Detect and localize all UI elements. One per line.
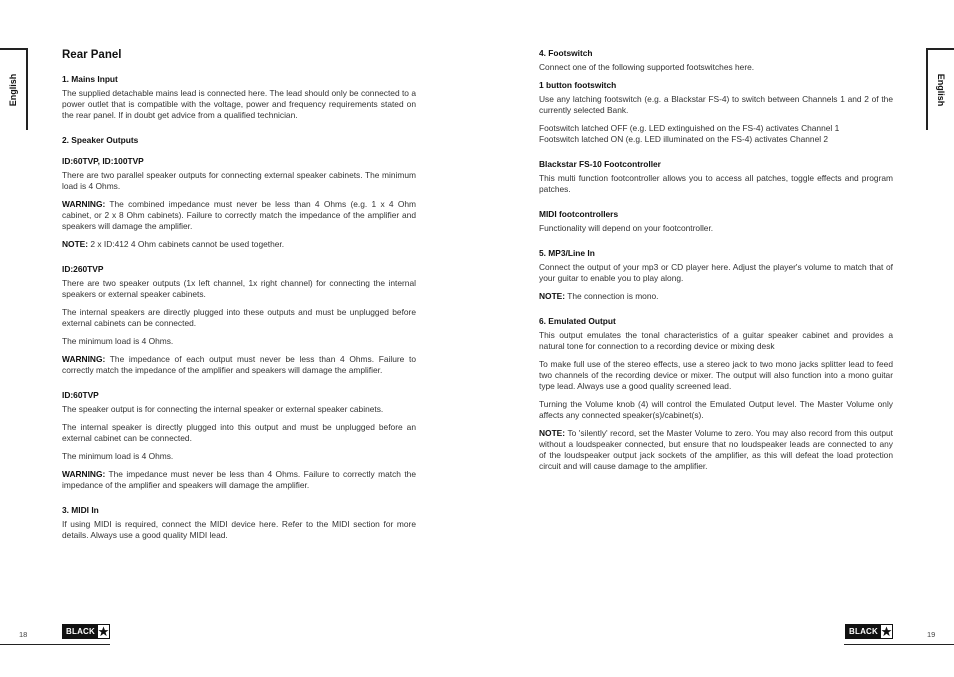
section-heading-mains: 1. Mains Input [62, 74, 118, 84]
star-icon [98, 625, 109, 638]
subheading-60tvp: ID:60TVP [62, 390, 99, 400]
mp3-note: NOTE: The connection is mono. [539, 291, 659, 301]
right-column [539, 48, 893, 472]
speaker-sub2-text2: The internal speakers are directly plugged into these outputs and must be unplugged before external cabinets can be connected. [62, 307, 416, 328]
section-heading-footswitch: 4. Footswitch [539, 48, 593, 58]
section-heading-emulated: 6. Emulated Output [539, 316, 616, 326]
blackstar-logo [845, 624, 893, 639]
warning-label: WARNING: [62, 199, 106, 209]
logo-text: BLACK [63, 625, 98, 638]
midi-in-text: If using MIDI is required, connect the MIDI device here. Refer to the MIDI section for more details. Always use a good quality MIDI lead. [62, 519, 416, 540]
section-heading-speaker: 2. Speaker Outputs [62, 135, 139, 145]
language-tab-label: English [8, 73, 18, 107]
note-label: NOTE: [62, 239, 89, 249]
speaker-sub1-note: NOTE: 2 x ID:412 4 Ohm cabinets cannot be used together. [62, 239, 285, 249]
footer-rule-right [844, 644, 954, 645]
page-title: Rear Panel [62, 49, 122, 61]
language-tab-right [926, 48, 954, 130]
language-tab-left [0, 48, 28, 130]
subheading-60-100tvp: ID:60TVP, ID:100TVP [62, 156, 144, 166]
emulated-note: NOTE: To 'silently' record, set the Master Volume to zero. You may also record from this output without a loudspeaker connected, but ensure that no loudspeaker leads are connected to any of the loudspeaker output jack sockets of the amplifier, as this will defeat the load protection circuit and will cause damage to the amplifier. [539, 428, 893, 471]
latched-on-text: Footswitch latched ON (e.g. LED illuminated on the FS-4) activates Channel 2 [539, 134, 829, 144]
fs10-text: This multi function footcontroller allows you to access all patches, toggle effects and program patches. [539, 173, 893, 194]
speaker-sub3-text3: The minimum load is 4 Ohms. [62, 451, 174, 461]
mains-text: The supplied detachable mains lead is connected here. The lead should only be connected to a power outlet that is compatible with the voltage, power and frequency requirements stated on the rear panel. If in doubt get advice from a qualified technician. [62, 88, 416, 120]
subheading-midi-footcontrollers: MIDI footcontrollers [539, 209, 619, 219]
blackstar-logo [62, 624, 110, 639]
note-label: NOTE: [539, 291, 566, 301]
star-icon [881, 625, 892, 638]
speaker-sub1-text: There are two parallel speaker outputs for connecting external speaker cabinets. The minimum load is 4 Ohms. [62, 170, 416, 191]
emulated-text1: This output emulates the tonal characteristics of a guitar speaker cabinet and provides a natural tone for connection to a recording device or mixing desk [539, 330, 893, 351]
page-number-right: 19 [927, 630, 936, 639]
speaker-sub3-text2: The internal speaker is directly plugged into this output and must be unplugged before an external cabinet can be connected. [62, 422, 416, 443]
subheading-fs10: Blackstar FS-10 Footcontroller [539, 159, 661, 169]
logo-text: BLACK [846, 625, 881, 638]
latched-off-text: Footswitch latched OFF (e.g. LED extinguished on the FS-4) activates Channel 1 [539, 123, 840, 133]
language-tab-label: English [936, 73, 946, 107]
warning-label: WARNING: [62, 469, 106, 479]
speaker-sub2-text1: There are two speaker outputs (1x left channel, 1x right channel) for connecting the internal speakers or external speaker cabinets. [62, 278, 416, 299]
mp3-text: Connect the output of your mp3 or CD player here. Adjust the player's volume to match that of your guitar to enable you to play along. [539, 262, 893, 283]
subheading-1-button: 1 button footswitch [539, 80, 617, 90]
warning-label: WARNING: [62, 354, 106, 364]
subheading-260tvp: ID:260TVP [62, 264, 104, 274]
note-label: NOTE: [539, 428, 566, 438]
speaker-sub2-text3: The minimum load is 4 Ohms. [62, 336, 174, 346]
speaker-sub2-warning: WARNING: The impedance of each output must never be less than 4 Ohms. Failure to correctly match the impedance of the amplifier and speakers will damage the amplifier. [62, 354, 416, 375]
speaker-sub3-text1: The speaker output is for connecting the internal speaker or external speaker cabinets. [62, 404, 384, 414]
left-column [62, 48, 416, 541]
section-heading-midi-in: 3. MIDI In [62, 505, 99, 515]
one-button-text: Use any latching footswitch (e.g. a Blackstar FS-4) to switch between Channels 1 and 2 of the currently selected Bank. [539, 94, 893, 115]
footswitch-text: Connect one of the following supported footswitches here. [539, 62, 755, 72]
emulated-text3: Turning the Volume knob (4) will control the Emulated Output level. The Master Volume only affects any connected speaker(s)/cabinet(s). [539, 399, 893, 420]
emulated-text2: To make full use of the stereo effects, use a stereo jack to two mono jacks splitter lead to feed two channels of the recording device or mixer. The output will also function into a mono guitar type lead. Always use a good quality screened lead. [539, 359, 893, 391]
speaker-sub3-warning: WARNING: The impedance must never be less than 4 Ohms. Failure to correctly match the impedance of the amplifier and speakers will damage the amplifier. [62, 469, 416, 490]
midi-fc-text: Functionality will depend on your footcontroller. [539, 223, 714, 233]
section-heading-mp3: 5. MP3/Line In [539, 248, 595, 258]
footer-rule-left [0, 644, 110, 645]
speaker-sub1-warning: WARNING: The combined impedance must never be less than 4 Ohms (e.g. 1 x 4 Ohm cabinet, or 2 x 8 Ohm cabinets). Failure to correctly match the impedance of the amplifier and speakers will damage the amplifier. [62, 199, 416, 231]
page-number-left: 18 [19, 630, 28, 639]
